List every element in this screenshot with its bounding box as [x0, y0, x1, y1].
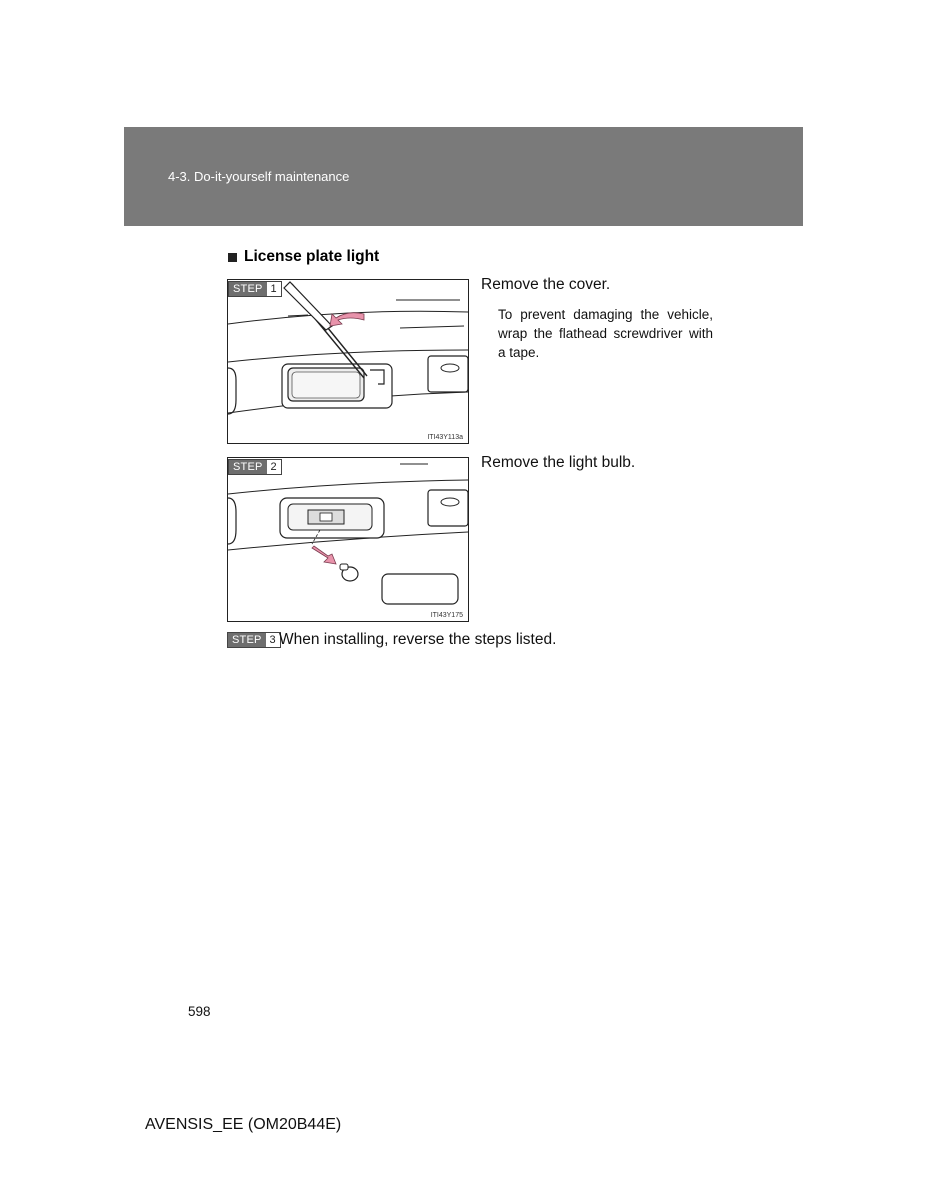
step-word: STEP	[228, 633, 266, 647]
step-word: STEP	[229, 282, 267, 296]
step-number: 2	[267, 460, 281, 474]
step-2-illustration	[227, 457, 469, 622]
step-1-text: Remove the cover.	[481, 276, 611, 293]
step-3-badge	[227, 632, 281, 648]
arrow-icon	[312, 546, 336, 564]
cover-removal-drawing	[228, 280, 468, 443]
page-number: 598	[188, 1004, 211, 1019]
step-word: STEP	[229, 460, 267, 474]
header-band	[124, 127, 803, 226]
step-2-badge	[228, 459, 282, 475]
step-number: 3	[266, 633, 280, 647]
square-bullet-icon	[228, 253, 237, 262]
step-number: 1	[267, 282, 281, 296]
step-1-illustration	[227, 279, 469, 444]
section-title-text: License plate light	[244, 248, 380, 265]
figure-code: ITI43Y113a	[427, 434, 463, 441]
section-title	[228, 248, 379, 266]
figure-code: ITI43Y175	[430, 612, 463, 619]
step-2-text: Remove the light bulb.	[481, 454, 636, 471]
step-1-badge	[228, 281, 282, 297]
footer-model-code: AVENSIS_EE (OM20B44E)	[145, 1116, 342, 1133]
section-header: 4-3. Do-it-yourself maintenance	[168, 169, 350, 184]
step-3-text: When installing, reverse the steps listed.	[279, 631, 557, 648]
step-1-note: To prevent damaging the vehicle, wrap the flathead screwdriver with a tape.	[498, 307, 713, 360]
arrow-icon	[330, 313, 364, 326]
bulb-removal-drawing	[228, 458, 468, 621]
